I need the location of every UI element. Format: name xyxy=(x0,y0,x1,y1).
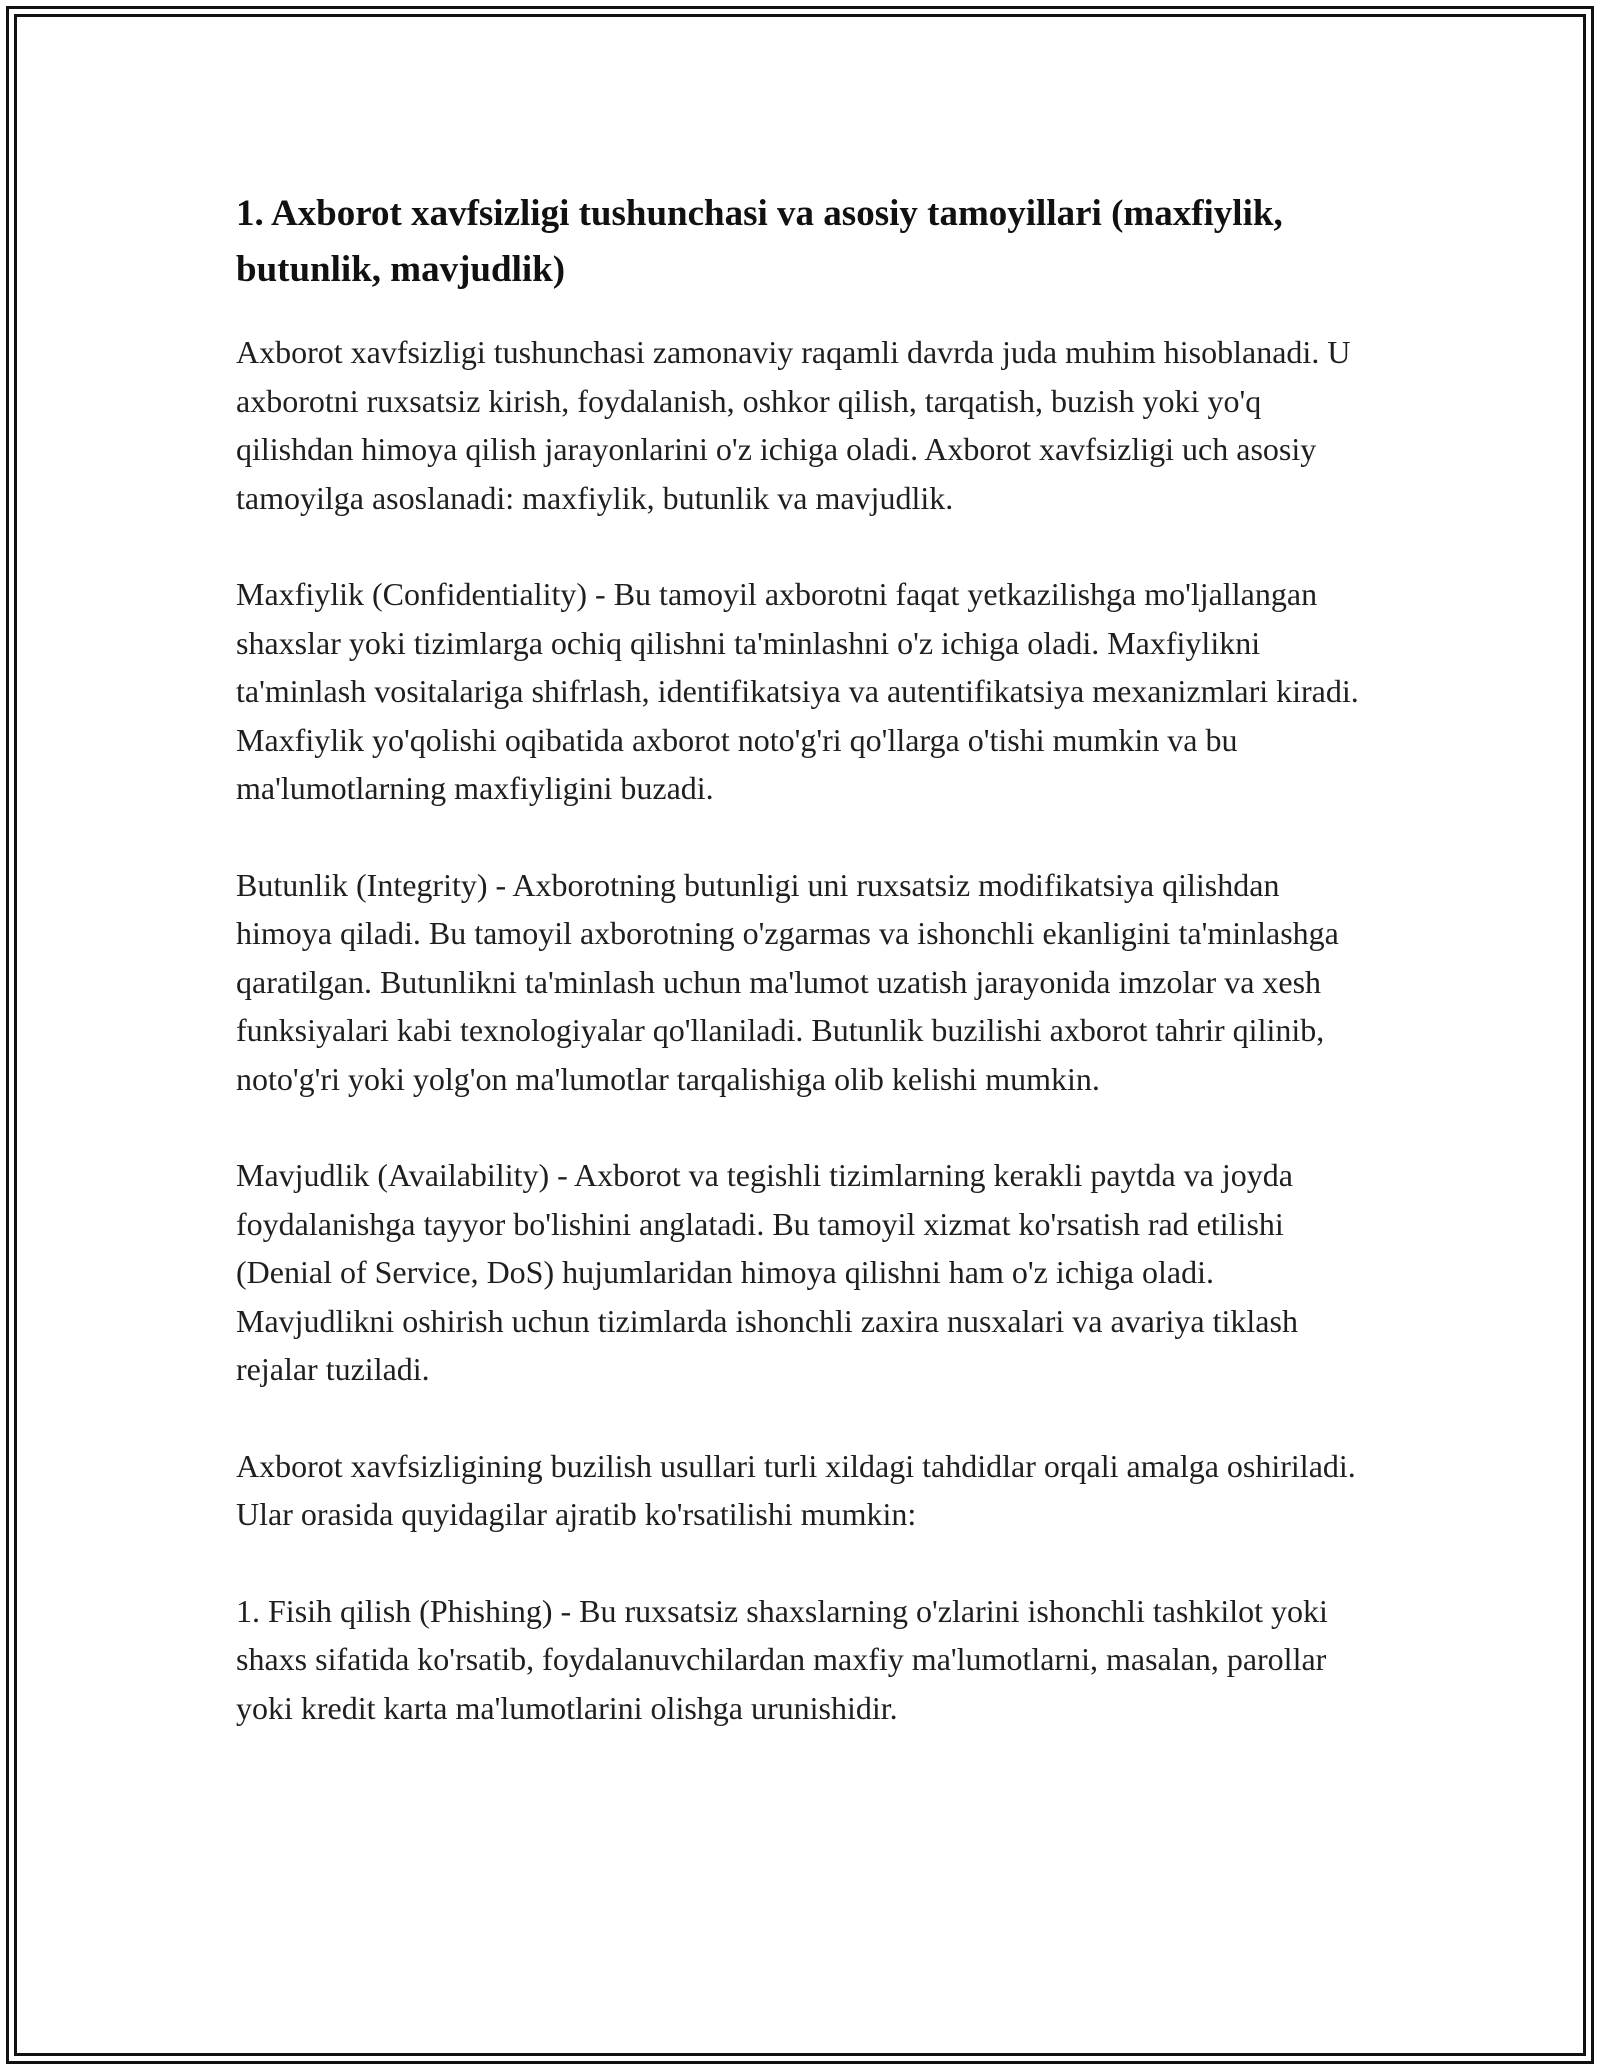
paragraph-availability: Mavjudlik (Availability) - Axborot va tegishli tizimlarning kerakli paytda va joyda foydalanishga tayyor bo'lishini anglatadi. Bu tamoyil xizmat ko'rsatish rad etilishi (Denial of Service, DoS) hujumlaridan himoya qilishni ham o'z ichiga oladi. Mavjudlikni oshirish uchun tizimlarda ishonchli zaxira nusxalari va avariya tiklash rejalar tuziladi. xyxy=(236,1157,1298,1387)
paragraph-threats-intro: Axborot xavfsizligining buzilish usullari turli xildagi tahdidlar orqali amalga oshiriladi. Ular orasida quyidagilar ajratib ko'rsatilishi mumkin: xyxy=(236,1447,1356,1532)
paragraph-intro: Axborot xavfsizligi tushunchasi zamonaviy raqamli davrda juda muhim hisoblanadi. U axborotni ruxsatsiz kirish, foydalanish, oshkor qilish, tarqatish, buzish yoki yo'q qilishdan himoya qilish jarayonlarini o'z ichiga oladi. Axborot xavfsizligi uch asosiy tamoyilga asoslanadi: maxfiylik, butunlik va mavjudlik. xyxy=(236,334,1351,516)
paragraph-integrity: Butunlik (Integrity) - Axborotning butunligi uni ruxsatsiz modifikatsiya qilishdan himoya qiladi. Bu tamoyil axborotning o'zgarmas va ishonchli ekanligini ta'minlashga qaratilgan. Butunlikni ta'minlash uchun ma'lumot uzatish jarayonida imzolar va xesh funksiyalari kabi texnologiyalar qo'llaniladi. Butunlik buzilishi axborot tahrir qilinib, noto'g'ri yoki yolg'on ma'lumotlar tarqalishiga olib kelishi mumkin. xyxy=(236,866,1339,1097)
paragraph-confidentiality: Maxfiylik (Confidentiality) - Bu tamoyil axborotni faqat yetkazilishga mo'ljallangan shaxslar yoki tizimlarga ochiq qilishni ta'minlashni o'z ichiga oladi. Maxfiylikni ta'minlash vositalariga shifrlash, identifikatsiya va autentifikatsiya mexanizmlari kiradi. Maxfiylik yo'qolishi oqibatida axborot noto'g'ri qo'llarga o'tishi mumkin va bu ma'lumotlarning maxfiyligini buzadi. xyxy=(236,576,1359,806)
paragraph-phishing: 1. Fisih qilish (Phishing) - Bu ruxsatsiz shaxslarning o'zlarini ishonchli tashkilot yoki shaxs sifatida ko'rsatib, foydalanuvchilardan maxfiy ma'lumotlarni, masalan, parollar yoki kredit karta ma'lumotlarini olishga urunishidir. xyxy=(236,1592,1328,1726)
section-heading: 1. Axborot xavfsizligi tushunchasi va asosiy tamoyillari (maxfiylik, butunlik, mavjudlik) xyxy=(236,193,1283,290)
document-body xyxy=(236,186,1366,1780)
